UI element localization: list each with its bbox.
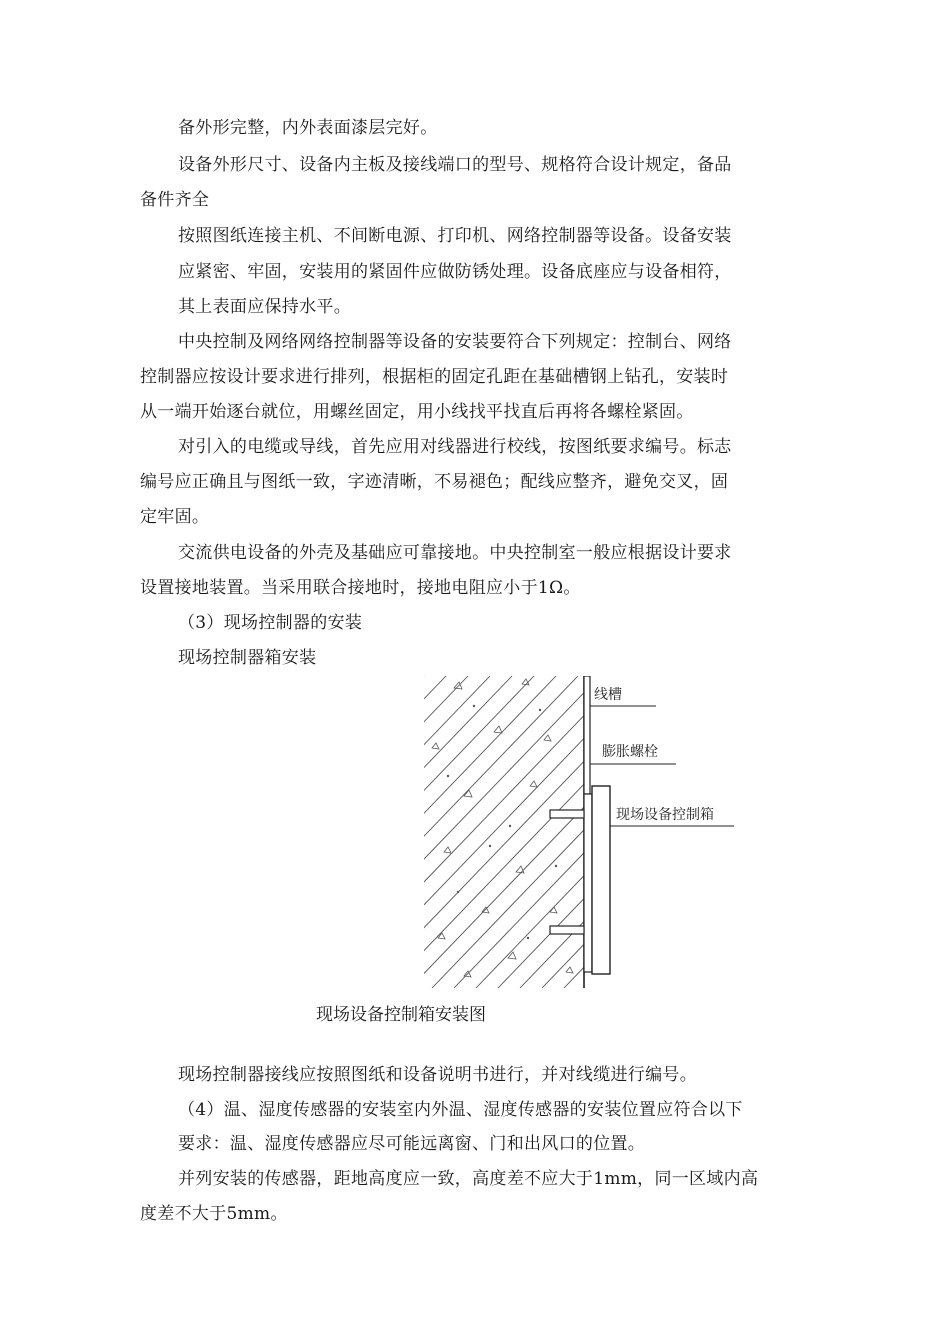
expansion-bolt-lower bbox=[550, 926, 584, 934]
figure-caption: 现场设备控制箱安装图 bbox=[316, 1005, 486, 1025]
text-line: 要求：温、湿度传感器应尽可能远离窗、门和出风口的位置。 bbox=[178, 1134, 646, 1154]
text-line: 并列安装的传感器，距地高度应一致，高度差不应大于1mm，同一区域内高 bbox=[178, 1169, 759, 1189]
text-line: 从一端开始逐台就位，用螺丝固定，用小线找平找直后再将各螺栓紧固。 bbox=[140, 402, 694, 422]
text-line: 控制器应按设计要求进行排列，根据柜的固定孔距在基础槽钢上钻孔，安装时 bbox=[140, 367, 729, 387]
text-line: 度差不大于5mm。 bbox=[140, 1204, 288, 1224]
figure-label-control-box: 现场设备控制箱 bbox=[616, 807, 714, 823]
control-box-back-plate bbox=[584, 794, 592, 972]
text-line: 备外形完整，内外表面漆层完好。 bbox=[178, 118, 438, 138]
text-line: 交流供电设备的外壳及基础应可靠接地。中央控制室一般应根据设计要求 bbox=[178, 543, 732, 563]
section-heading: （3）现场控制器的安装 bbox=[178, 613, 363, 633]
cable-trough bbox=[584, 676, 590, 794]
subsection-heading: 现场控制器箱安装 bbox=[178, 648, 317, 668]
figure-label-cable-trough: 线槽 bbox=[594, 687, 622, 703]
text-line: 按照图纸连接主机、不间断电源、打印机、网络控制器等设备。设备安装 bbox=[178, 226, 732, 246]
text-line: 备件齐全 bbox=[140, 190, 210, 210]
figure-label-expansion-bolt: 膨胀螺栓 bbox=[602, 744, 658, 760]
text-line: 应紧密、牢固，安装用的紧固件应做防锈处理。设备底座应与设备相符， bbox=[178, 262, 732, 282]
text-line: 其上表面应保持水平。 bbox=[178, 297, 351, 317]
text-line: 现场控制器接线应按照图纸和设备说明书进行，并对线缆进行编号。 bbox=[178, 1065, 697, 1085]
text-line: 编号应正确且与图纸一致，字迹清晰，不易褪色；配线应整齐，避免交叉，固 bbox=[140, 472, 729, 492]
control-box-body bbox=[592, 786, 610, 974]
text-line: 定牢固。 bbox=[140, 507, 210, 527]
text-line: 设备外形尺寸、设备内主板及接线端口的型号、规格符合设计规定，备品 bbox=[178, 155, 732, 175]
text-line: 中央控制及网络网络控制器等设备的安装要符合下列规定：控制台、网络 bbox=[178, 332, 732, 352]
text-line: 设置接地装置。当采用联合接地时，接地电阻应小于1Ω。 bbox=[140, 578, 581, 598]
text-line: 对引入的电缆或导线，首先应用对线器进行校线，按图纸要求编号。标志 bbox=[178, 437, 732, 457]
control-box-installation-figure bbox=[424, 676, 744, 992]
section-heading: （4）温、湿度传感器的安装室内外温、湿度传感器的安装位置应符合以下 bbox=[178, 1100, 743, 1120]
expansion-bolt-upper bbox=[550, 810, 584, 818]
